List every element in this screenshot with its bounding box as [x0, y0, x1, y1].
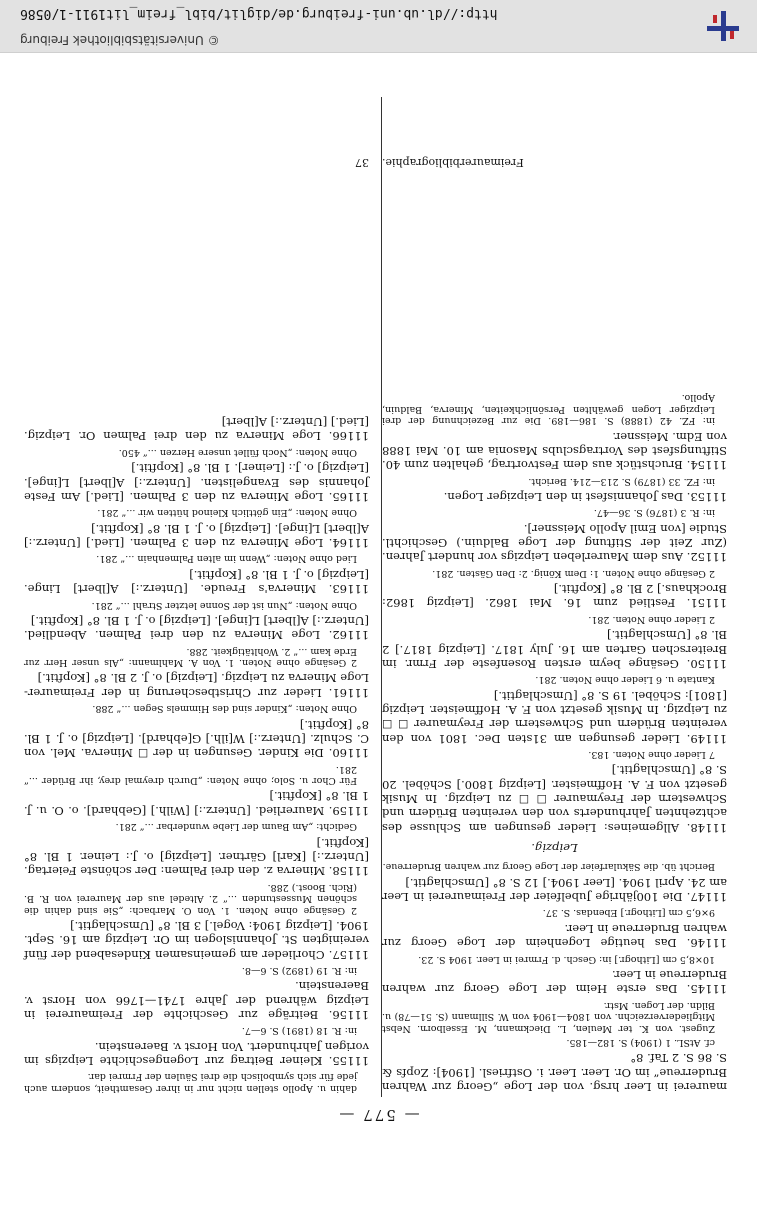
entry-note: 2 Gesänge ohne Noten. 1. Von O. Marbach: „Sie sind dahin die schönen Mussestunden ...“ 2. Altedel aus der Maurerei von R. B. (Rich. Boost.) 288. — [24, 881, 357, 916]
entry-text: 11155. Kleiner Beitrag zur Logengeschichte Leipzigs im vorigen Jahrhundert. Von Horst v. Baerenstein. — [24, 1039, 369, 1068]
entry-note: in: FZ. 42 (1888) S. 186—189. Die zur Bezeichnung der drei Leipziger Logen gewählten Persönlichkeiten, Minerva, Balduin, Apollo. — [382, 392, 715, 427]
university-logo-icon — [703, 9, 743, 43]
header-bar — [0, 0, 757, 53]
entry-text: 11163. Minerva's Freude. [Unterz.:] A[lbert] Linge. [Leipzig] o. J. 1 Bl. 8° [Kopftit.] — [24, 567, 369, 597]
entry-note: in: R. 19 (1892) S. 6—8. — [241, 965, 357, 977]
entry-note: 2 Gesänge ohne Noten. 1: Dem König. 2: Den Gästen. 281. — [432, 567, 715, 579]
entry-text: 11147. Die 100jährige Jubelfeier der Freimaurerei in Leer am 24. April 1904. [Leer 1904.] 12 S. 8° [Umschlagtit.] — [382, 875, 727, 904]
entry-text: 11156. Beiträge zur Geschichte der Freimaurerei in Leipzig während der Jahre 1741—1766 von Horst v. Baerenstein. — [24, 979, 369, 1022]
entry-text: 11166. Loge Minerva zu den drei Palmen Or. Leipzig. [Lied.] [Unterz.:] A[lbert] — [24, 415, 369, 444]
entry-note: Zugest. von K. ter Meulen, L. Dieckmann, M. Esselborn. Nebst Mitgliederverzeichn. von 1804—1904 von W. Sillmann (S. 51—78) u. Bildn. der Logen. Mstr. — [382, 999, 715, 1034]
entry-note: in: R. 3 (1876) S. 36—47. — [593, 507, 715, 519]
entry-text: 11158. Minerva z. den drei Palmen: Der schönste Feiertag. [Unterz.:] [Karl] Gärtner. [Leipzig] o. J.: Leiner. 1 Bl. 8° [Kopftit.] — [24, 835, 369, 879]
page-number: — 577 — — [337, 1106, 420, 1124]
entry-note: Für Chor u. Solo; ohne Noten: „Durch dreymal drey, ihr Brüder ...“ 281. — [24, 763, 357, 787]
copyright-text: © Universitätsbibliothek Freiburg — [20, 33, 220, 47]
entry-note: Bericht üb. die Säkularfeier der Loge Georg zur wahren Bruderreue. — [382, 861, 715, 873]
entry-text: 11149. Lieder gesungen am 31sten Dec. 1801 von den vereinten Brüdern und Schwestern der Freymaurer ☐ ☐ zu Leipzig. In Musik gesetzt von F. A. Hoffmeister. Leipzig [1801]: Schöbel. 19 S. 8° [Umschlagtit.] — [382, 688, 727, 746]
entry-note: Kantate u. 6 Lieder ohne Noten. 281. — [535, 674, 715, 686]
entry-note: 2 Gesänge ohne Noten. 1. Von A. Mahlmann: „Als unser Herr zur Erde kam ...“ 2. Wohltätigkeit. 288. — [24, 645, 357, 669]
entry-text: 11162. Loge Minerva zu den drei Palmen. Abendlied. [Unterz.:] A[lbert] L[inge]. [Leipzig] o. J. 1 Bl. 8° [Kopftit.] — [24, 613, 369, 643]
entry-note: Ohne Noten: „Nun ist der Sonne letzter Strahl ...“ 281. — [91, 599, 357, 611]
entry-note: 2 Lieder ohne Noten. 281. — [588, 613, 715, 625]
entry-note: Ohne Noten: „Ein göttlich Kleinod hütten wir ...“ 281. — [97, 507, 357, 519]
entry-text: 11165. Loge Minerva zu den 3 Palmen. [Lied.] Am Feste Johannis des Evangelisten. [Unterz.:] A[lbert] L[inge]. [Leipzig] o. J.: [Leiner]. 1 Bl. 8° [Kopftit.] — [24, 461, 369, 504]
entry-text: 11146. Das heutige Logenheim der Loge Georg zur wahren Bruderreue in Leer. — [382, 921, 727, 951]
entry-text: 11153. Das Johannisfest in den Leipziger Logen. — [443, 489, 727, 504]
entry-note: in: FZ. 33 (1879) S. 213—214. Bericht. — [528, 475, 715, 487]
entry-note: Ohne Noten: „Noch füllet unsere Herzen ...“ 450. — [118, 446, 357, 458]
entry-text: 11145. Das erste Heim der Loge Georg zur wahren Bruderreue in Leer. — [382, 967, 727, 997]
source-url[interactable]: http://dl.ub.uni-freiburg.de/diglit/bibl_freim_lit1911-1/0586 — [20, 6, 498, 21]
entry-text: maurerei in Leer hrsg. von der Loge „Georg zur Wahren Bruderreue“ im Or. Leer. Leer. i. Ostfriesl. [1904]: Zopfs & S. 86 S. 2 Taf. 8° — [382, 1051, 727, 1094]
entry-note: Lied ohne Noten: „Wenn im alten Palmenhain ...“ 281. — [96, 553, 357, 565]
entry-note: cf. AtSL. 1 (1904) S. 182—185. — [566, 1037, 715, 1049]
entry-note: Gedicht: „Am Baum der Liebe wunderbar ...“ 281. — [115, 821, 357, 833]
page-footer-title: Freimaurerbibliographie. — [382, 156, 524, 169]
entry-note: dahin u. Apollo stellen nicht nur in ihrer Gesamtheit, sondern auch jede für sich symbolisch die drei Säulen der Frmrei dar. — [24, 1071, 357, 1094]
left-column — [382, 174, 727, 1094]
entry-note: 7 Lieder ohne Noten. 183. — [588, 749, 715, 761]
entry-note: Ohne Noten: „Kinder sind des Himmels Segen ...“ 288. — [92, 703, 357, 715]
right-column — [24, 174, 369, 1094]
entry-text: 11157. Chorlieder am gemeinsamen Kindesabend der fünf vereinigten St. Johannislogen im Or. Leipzig am 16. Sept. 1904. [Leipzig 1904: Vogel.] 3 Bl. 8° [Umschlagtit.] — [24, 918, 369, 962]
entry-note: 9×6,5 cm [Lithogr.] Ebendas. S. 37. — [542, 907, 715, 919]
entry-text: 11150. Gesänge beym ersten Rosenfeste der Frmr. im Breiterschen Garten am 16. July 1817. [Leipzig 1817.] 2 Bl. 8° [Umschlagtit.] — [382, 628, 727, 671]
entry-text: 11151. Festlied zum 16. Mai 1862. [Leipzig 1862: Brockhaus.] 2 Bl. 8° [Kopftit.] — [382, 582, 727, 611]
entry-text: 11154. Bruchstück aus dem Festvortrag, gehalten zum 40. Stiftungsfest des Vortragsclubs Masonia am 10. Mai 1888 von Edm. Meissner. — [382, 429, 727, 473]
section-heading: Leipzig. — [531, 840, 578, 855]
entry-text: 11148. Allgemeines: Lieder gesungen am Schlusse des achtzehnten Jahrhunderts von den vereinten Brüdern und Schwestern der Freymaurer ☐ ☐ zu Leipzig. In Musik gesetzt von F. A. Hoffmeister. [Leipzig 1800.] Schöbel. 20 S. 8° [Umschlagtit.] — [382, 763, 727, 835]
entry-text: 11159. Maurerlied. [Unterz.:] [Wilh.] [Gebhard]. o. O. u. J. 1 Bl. 8° [Kopftit.] — [24, 789, 369, 818]
entry-text: 11152. Aus dem Maurerleben Leipzigs vor hundert Jahren. (Zur Zeit der Stiftung der Loge Balduin.) Geschichtl. Studie [von Emil Apollo Meissner]. — [382, 521, 727, 565]
entry-text: 11160. Die Kinder. Gesungen in der ☐ Minerva. Mel. von C. Schulz. [Unterz.:] W[ilh.] G[ebhard]. [Leipzig] o. J. 1 Bl. 8° [Kopftit.] — [24, 717, 369, 761]
entry-note: in: R. 18 (1891) S. 6—7. — [241, 1025, 357, 1037]
page-footer-signature: 37 — [355, 156, 369, 169]
entry-text: 11164. Loge Minerva zu den 3 Palmen. [Lied.] [Unterz.:] A[lbert] L[inge]. [Leipzig] o. J. 1 Bl. 8° [Kopftit.] — [24, 521, 369, 550]
entry-text: 11161. Lieder zur Christbescherung in der Freimaurer-Loge Minerva zu Leipzig. [Leipzig] o. J. 2 Bl. 8° [Kopftit.] — [24, 671, 369, 700]
entry-note: 10×8,5 cm [Lithogr.] in: Gesch. d. Frmrei in Leer. 1904 S. 23. — [418, 953, 715, 965]
